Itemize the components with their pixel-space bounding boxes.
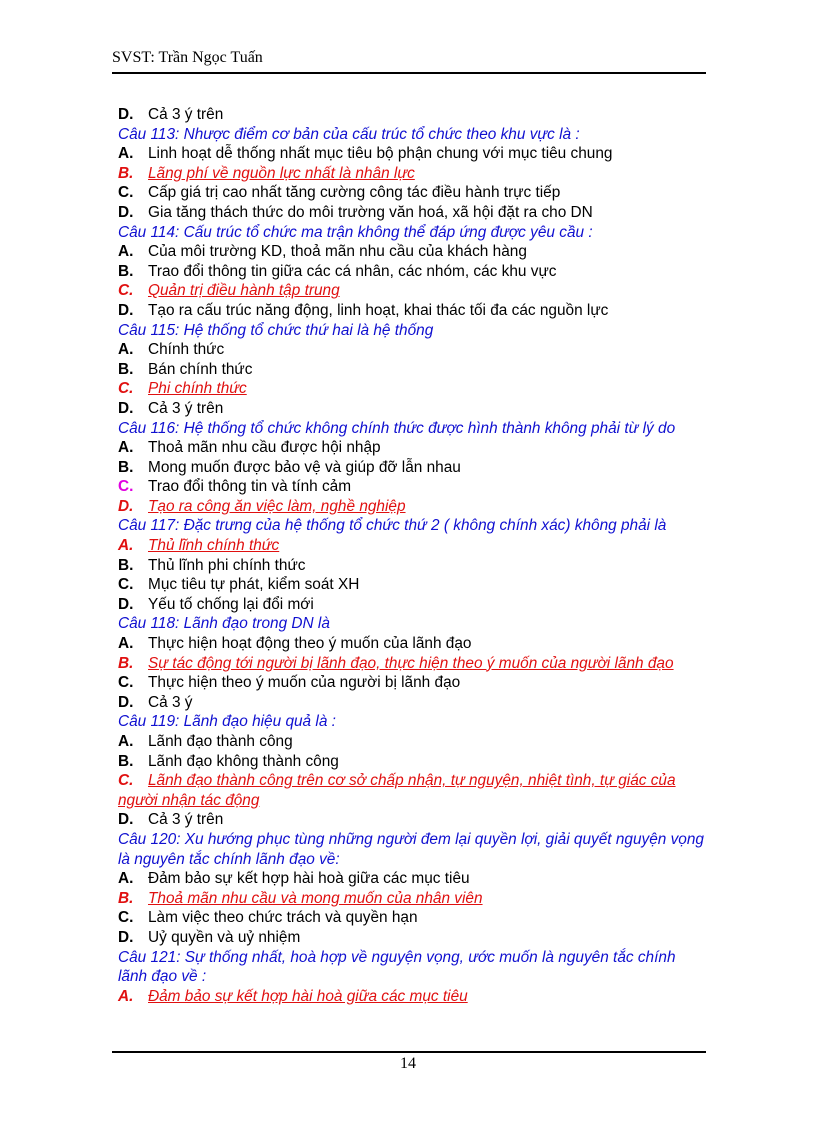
option-letter: D. bbox=[118, 106, 134, 123]
option-letter: B. bbox=[118, 458, 134, 476]
option-letter: D. bbox=[118, 693, 134, 711]
option-text: Uỷ quyền và uỷ nhiệm bbox=[148, 928, 301, 946]
option-letter: C. bbox=[118, 380, 134, 398]
correct-answer bbox=[118, 889, 704, 909]
answer-option bbox=[118, 869, 704, 889]
option-text: Thực hiện hoạt động theo ý muốn của lãnh đạo bbox=[148, 635, 472, 653]
option-letter: A. bbox=[118, 987, 134, 1005]
option-text: Lãnh đạo không thành công bbox=[148, 752, 339, 770]
option-letter: D. bbox=[118, 399, 134, 417]
option-text: Cả 3 ý trên bbox=[148, 811, 224, 829]
option-letter: A. bbox=[118, 733, 134, 750]
question-text: Câu 117: Đặc trưng của hệ thống tổ chức thứ 2 ( không chính xác) không phải là bbox=[118, 517, 667, 535]
answer-option bbox=[118, 144, 704, 164]
question-list bbox=[118, 105, 704, 1006]
page-number: 14 bbox=[400, 1055, 416, 1072]
option-text: Cả 3 ý trên bbox=[148, 106, 224, 123]
question-text: Câu 118: Lãnh đạo trong DN là bbox=[118, 615, 330, 633]
option-letter: A. bbox=[118, 635, 134, 653]
option-text: Cả 3 ý trên bbox=[148, 399, 224, 417]
correct-answer bbox=[118, 497, 704, 517]
option-letter: B. bbox=[118, 262, 134, 280]
option-text: Lãng phí về nguồn lực nhất là nhân lực bbox=[148, 164, 415, 182]
answer-option bbox=[118, 203, 704, 223]
option-text: Yếu tố chống lại đổi mới bbox=[148, 595, 314, 613]
question-text: Câu 120: Xu hướng phục tùng những người đem lại quyền lợi, giải quyết nguyện vọng là nguyên tắc chính lãnh đạo về: bbox=[118, 830, 704, 868]
option-text: Mong muốn được bảo vệ và giúp đỡ lẫn nhau bbox=[148, 458, 461, 476]
option-text: Thực hiện theo ý muốn của người bị lãnh đạo bbox=[148, 674, 461, 692]
answer-option bbox=[118, 575, 704, 595]
option-text: Trao đổi thông tin giữa các cá nhân, các nhóm, các khu vực bbox=[148, 262, 557, 280]
answer-option bbox=[118, 183, 704, 203]
correct-answer bbox=[118, 987, 704, 1007]
option-letter: D. bbox=[118, 497, 134, 515]
option-text: Thoả mãn nhu cầu được hội nhập bbox=[148, 439, 381, 457]
option-text: Phi chính thức bbox=[148, 380, 247, 398]
option-letter: C. bbox=[118, 576, 134, 594]
answer-option bbox=[118, 673, 704, 693]
option-letter: A. bbox=[118, 439, 134, 457]
option-letter: C. bbox=[118, 674, 134, 692]
option-letter: C. bbox=[118, 772, 134, 790]
option-letter: C. bbox=[118, 478, 134, 496]
answer-option bbox=[118, 438, 704, 458]
option-text: Lãnh đạo thành công trên cơ sở chấp nhận, tự nguyện, nhiệt tình, tự giác của người nhận tác động bbox=[118, 772, 676, 809]
option-letter: D. bbox=[118, 595, 134, 613]
answer-option bbox=[118, 105, 704, 125]
option-text: Sự tác động tới người bị lãnh đạo, thực hiện theo ý muốn của người lãnh đạo bbox=[148, 654, 674, 672]
option-text: Thủ lĩnh phi chính thức bbox=[148, 556, 306, 574]
option-text: Mục tiêu tự phát, kiểm soát XH bbox=[148, 576, 360, 594]
option-letter: D. bbox=[118, 203, 134, 221]
answer-option bbox=[118, 908, 704, 928]
option-text: Linh hoạt dễ thống nhất mục tiêu bộ phận chung với mục tiêu chung bbox=[148, 145, 613, 163]
option-text: Quản trị điều hành tập trung bbox=[148, 282, 340, 300]
option-text: Trao đổi thông tin và tính cảm bbox=[148, 478, 352, 496]
correct-answer bbox=[118, 164, 704, 184]
answer-option bbox=[118, 732, 704, 752]
option-letter: A. bbox=[118, 243, 134, 261]
correct-answer bbox=[118, 536, 704, 556]
option-letter: A. bbox=[118, 341, 134, 359]
option-letter: A. bbox=[118, 145, 134, 163]
answer-option bbox=[118, 928, 704, 948]
answer-option bbox=[118, 399, 704, 419]
answer-option bbox=[118, 340, 704, 360]
question-text: Câu 113: Nhược điểm cơ bản của cấu trúc tổ chức theo khu vực là : bbox=[118, 125, 580, 143]
option-letter: B. bbox=[118, 164, 134, 182]
option-letter: D. bbox=[118, 811, 134, 829]
option-text: Tạo ra công ăn việc làm, nghề nghiệp bbox=[148, 497, 406, 515]
option-text: Gia tăng thách thức do môi trường văn hoá, xã hội đặt ra cho DN bbox=[148, 203, 593, 221]
option-letter: D. bbox=[118, 928, 134, 946]
option-letter: B. bbox=[118, 360, 134, 378]
option-text: Thủ lĩnh chính thức bbox=[148, 537, 280, 555]
footer-rule bbox=[112, 1051, 706, 1053]
option-text: Cả 3 ý bbox=[148, 693, 193, 711]
correct-answer bbox=[118, 654, 704, 674]
answer-option bbox=[118, 477, 704, 497]
answer-option bbox=[118, 301, 704, 321]
correct-answer bbox=[118, 379, 704, 399]
option-text: Của môi trường KD, thoả mãn nhu cầu của khách hàng bbox=[148, 243, 527, 261]
answer-option bbox=[118, 752, 704, 772]
option-text: Cấp giá trị cao nhất tăng cường công tác điều hành trực tiếp bbox=[148, 184, 561, 202]
option-text: Chính thức bbox=[148, 341, 225, 359]
header-rule bbox=[112, 72, 706, 74]
answer-option bbox=[118, 262, 704, 282]
option-letter: A. bbox=[118, 537, 134, 555]
answer-option bbox=[118, 360, 704, 380]
question-text: Câu 115: Hệ thống tổ chức thứ hai là hệ thống bbox=[118, 321, 434, 339]
correct-answer bbox=[118, 771, 704, 810]
option-text: Bán chính thức bbox=[148, 360, 253, 378]
question-text: Câu 119: Lãnh đạo hiệu quả là : bbox=[118, 713, 336, 731]
option-letter: B. bbox=[118, 556, 134, 574]
option-text: Tạo ra cấu trúc năng động, linh hoạt, khai thác tối đa các nguồn lực bbox=[148, 301, 609, 319]
answer-option bbox=[118, 458, 704, 478]
option-text: Lãnh đạo thành công bbox=[148, 733, 293, 750]
option-letter: C. bbox=[118, 909, 134, 927]
answer-option bbox=[118, 634, 704, 654]
option-letter: B. bbox=[118, 889, 134, 907]
question-text: Câu 116: Hệ thống tổ chức không chính thức được hình thành không phải từ lý do bbox=[118, 419, 676, 437]
option-text: Làm việc theo chức trách và quyền hạn bbox=[148, 909, 418, 927]
answer-option bbox=[118, 242, 704, 262]
option-letter: D. bbox=[118, 301, 134, 319]
answer-option bbox=[118, 556, 704, 576]
answer-option bbox=[118, 595, 704, 615]
option-letter: C. bbox=[118, 282, 134, 300]
answer-option bbox=[118, 810, 704, 830]
option-letter: C. bbox=[118, 184, 134, 202]
option-text: Đảm bảo sự kết hợp hài hoà giữa các mục tiêu bbox=[148, 987, 468, 1005]
option-letter: A. bbox=[118, 870, 134, 888]
question-text: Câu 114: Cấu trúc tổ chức ma trận không thể đáp ứng được yêu cầu : bbox=[118, 223, 593, 241]
answer-option bbox=[118, 693, 704, 713]
option-letter: B. bbox=[118, 654, 134, 672]
correct-answer bbox=[118, 281, 704, 301]
question-text: Câu 121: Sự thống nhất, hoà hợp về nguyện vọng, ước muốn là nguyên tắc chính lãnh đạo về : bbox=[118, 948, 676, 986]
header-author: SVST: Trần Ngọc Tuấn bbox=[112, 49, 263, 66]
option-text: Thoả mãn nhu cầu và mong muốn của nhân viên bbox=[148, 889, 483, 907]
option-text: Đảm bảo sự kết hợp hài hoà giữa các mục tiêu bbox=[148, 870, 470, 888]
option-letter: B. bbox=[118, 752, 134, 770]
